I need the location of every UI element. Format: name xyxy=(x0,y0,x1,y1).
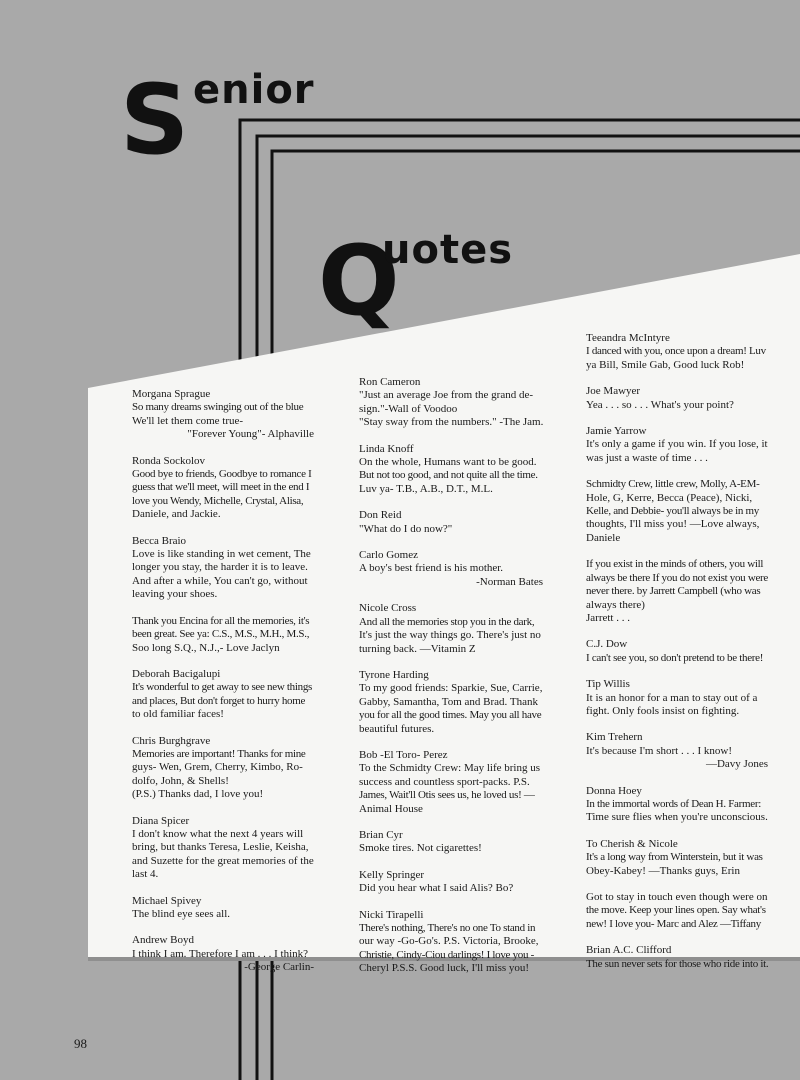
quote-line: On the whole, Humans want to be good. xyxy=(359,456,537,469)
quote-line: It's only a game if you win. If you lose, it xyxy=(586,438,768,451)
quote-line: And all the memories stop you in the dark, xyxy=(359,615,535,628)
quote-author: Deborah Bacigalupi xyxy=(132,667,221,680)
quote-line: thoughts, I'll miss you! —Love always, xyxy=(586,518,760,531)
quote-column-2 xyxy=(359,376,543,989)
quote-line: We'll let them come true- xyxy=(132,414,244,427)
quote-line: Gabby, Samantha, Tom and Brad. Thank xyxy=(359,695,538,708)
quote-line: turning back. —Vitamin Z xyxy=(359,642,476,655)
quote-entry xyxy=(586,385,768,412)
quote-line: bring, but thanks Teresa, Leslie, Keisha, xyxy=(132,841,309,854)
quote-line: you for all the good times. May you all have xyxy=(359,709,542,722)
quote-line: Daniele, and Jackie. xyxy=(132,508,221,521)
quote-line: I danced with you, once upon a dream! Luv xyxy=(586,345,766,358)
quote-line: never there. by Jarrett Campbell (who was xyxy=(586,585,761,598)
quote-line: If you exist in the minds of others, you will xyxy=(586,558,764,571)
quote-author: Donna Hoey xyxy=(586,784,642,797)
quote-author: Michael Spivey xyxy=(132,894,202,907)
quote-entry xyxy=(132,934,314,974)
quote-line: Thank you Encina for all the memories, it's xyxy=(132,614,310,627)
quote-line: The blind eye sees all. xyxy=(132,908,231,920)
quote-entry xyxy=(132,615,314,655)
quote-entry xyxy=(132,895,314,922)
quote-entry xyxy=(132,535,314,602)
quote-author: Andrew Boyd xyxy=(132,934,195,947)
quote-line: It's because I'm short . . . I know! xyxy=(586,744,733,757)
quote-line: always there) xyxy=(586,598,645,611)
quote-entry xyxy=(359,869,543,896)
quote-author: Bob -El Toro- Perez xyxy=(359,748,448,761)
title-word-uotes: uotes xyxy=(382,227,514,273)
quote-entry xyxy=(132,735,314,802)
quote-entry xyxy=(586,678,768,718)
quote-line: Yea . . . so . . . What's your point? xyxy=(586,398,734,411)
quote-entry xyxy=(132,455,314,522)
quote-entry xyxy=(586,558,768,625)
quote-author: Chris Burghgrave xyxy=(132,734,211,747)
quote-author: Ron Cameron xyxy=(359,376,421,388)
quote-line: I don't know what the next 4 years will xyxy=(132,827,304,840)
quote-line: last 4. xyxy=(132,868,159,881)
quote-entry xyxy=(359,549,543,589)
quote-author: Nicki Tirapelli xyxy=(359,908,424,921)
quote-line: Good bye to friends, Goodbye to romance I xyxy=(132,468,312,481)
page-number: 98 xyxy=(74,1036,87,1051)
quote-line: leaving your shoes. xyxy=(132,588,218,601)
quote-line: —Davy Jones xyxy=(705,758,768,771)
quote-author: Morgana Sprague xyxy=(132,388,211,400)
quote-column-3 xyxy=(586,332,768,984)
quote-line: beautiful futures. xyxy=(359,722,435,735)
quote-line: It is an honor for a man to stay out of a xyxy=(586,691,758,704)
quote-line: sign."-Wall of Voodoo xyxy=(359,402,458,415)
quote-line: Animal House xyxy=(359,802,423,815)
quote-author: Joe Mawyer xyxy=(586,385,641,398)
quote-entry xyxy=(359,669,543,736)
quote-author: Don Reid xyxy=(359,509,402,522)
quote-line: Jarrett . . . xyxy=(586,611,630,624)
quote-line: But not too good, and not quite all the time. xyxy=(359,469,538,482)
quote-author: Kim Trehern xyxy=(586,731,643,744)
quote-entry xyxy=(132,815,314,882)
quote-entry xyxy=(359,443,543,497)
quote-entry xyxy=(586,332,768,372)
quote-line: There's nothing, There's no one To stand in xyxy=(359,922,536,934)
quote-line: success and countless sport-packs. P.S. xyxy=(359,775,530,788)
quote-author: Tip Willis xyxy=(586,678,630,691)
quote-author: Brian Cyr xyxy=(359,828,403,841)
quote-entry xyxy=(586,731,768,771)
quote-author: Tyrone Harding xyxy=(359,668,429,681)
quote-line: always be there If you do not exist you were xyxy=(586,571,768,584)
quote-line: new! I love you- Marc and Alez —Tiffany xyxy=(586,917,761,930)
quote-author: Brian A.C. Clifford xyxy=(586,944,672,957)
quote-line: been great. See ya: C.S., M.S., M.H., M.S., xyxy=(132,628,310,641)
quote-line: and places, But don't forget to hurry home xyxy=(132,694,306,707)
quote-entry xyxy=(359,829,543,856)
quote-entry xyxy=(586,838,768,878)
quote-line: So many dreams swinging out of the blue xyxy=(132,401,304,414)
quote-entry xyxy=(586,638,768,665)
quote-line: (P.S.) Thanks dad, I love you! xyxy=(132,788,264,801)
quote-entry xyxy=(132,668,314,722)
quote-line: love you Wendy, Michelle, Crystal, Alisa, xyxy=(132,494,304,507)
quote-entry xyxy=(359,602,543,656)
quote-author: C.J. Dow xyxy=(586,638,628,651)
quote-column-1 xyxy=(132,388,314,988)
quote-line: It's wonderful to get away to see new things xyxy=(132,681,313,694)
quote-entry xyxy=(586,944,768,971)
quote-author: Linda Knoff xyxy=(359,442,414,455)
quote-line: To the Schmidty Crew: May life bring us xyxy=(359,762,541,775)
quote-line: Luv ya- T.B., A.B., D.T., M.L. xyxy=(359,482,493,495)
quote-line: Smoke tires. Not cigarettes! xyxy=(359,842,482,855)
quote-line: Kelle, and Debbie- you'll always be in my xyxy=(586,505,759,518)
quote-line: was just a waste of time . . . xyxy=(586,451,708,464)
quote-entry xyxy=(132,388,314,442)
quote-line: dolfo, John, & Shells! xyxy=(132,774,229,787)
quote-line: I think I am. Therefore I am . . . I think? xyxy=(132,947,309,960)
quote-entry xyxy=(359,749,543,816)
quote-line: The sun never sets for those who ride into it. xyxy=(586,957,769,970)
quote-author: Nicole Cross xyxy=(359,602,417,615)
quote-line: guess that we'll meet, will meet in the end I xyxy=(132,481,310,494)
quote-line: "Stay sway from the numbers." -The Jam. xyxy=(359,416,544,429)
quote-line: Schmidty Crew, little crew, Molly, A-EM- xyxy=(586,478,760,491)
quote-line: to old familiar faces! xyxy=(132,708,224,721)
quote-line: "Just an average Joe from the grand de- xyxy=(359,389,534,402)
title-word-enior: enior xyxy=(193,67,315,113)
quote-entry xyxy=(586,478,768,545)
quote-line: Cheryl P.S.S. Good luck, I'll miss you! xyxy=(359,962,530,975)
quote-entry xyxy=(586,891,768,931)
quote-author: Ronda Sockolov xyxy=(132,454,206,467)
quote-line: longer you stay, the harder it is to leave. xyxy=(132,561,308,574)
quote-entry xyxy=(359,909,543,976)
quote-line: I can't see you, so don't pretend to be there! xyxy=(586,651,764,664)
quote-line: Got to stay in touch even though were on xyxy=(586,891,768,903)
quote-line: Soo long S.Q., N.J.,- Love Jaclyn xyxy=(132,641,280,654)
quote-line: ya Bill, Smile Gab, Good luck Rob! xyxy=(586,358,745,371)
quote-line: It's a long way from Winterstein, but it was xyxy=(586,851,763,864)
quote-entry xyxy=(359,509,543,536)
quote-entry xyxy=(359,376,543,430)
quote-line: To my good friends: Sparkie, Sue, Carrie, xyxy=(359,682,543,695)
quote-author: Jamie Yarrow xyxy=(586,425,647,438)
quote-line: Time sure flies when you're unconscious. xyxy=(586,811,768,824)
quote-entry xyxy=(586,425,768,465)
quote-author: Carlo Gomez xyxy=(359,549,418,562)
quote-line: guys- Wen, Grem, Cherry, Kimbo, Ro- xyxy=(132,761,303,774)
quote-line: Memories are important! Thanks for mine xyxy=(132,747,306,760)
quote-line: the move. Keep your lines open. Say what's xyxy=(586,904,766,917)
quote-line: -George Carlin- xyxy=(244,961,314,974)
quote-author: Becca Braio xyxy=(132,534,187,547)
quote-line: Christie, Cindy-Ciou darlings! I love you - xyxy=(359,948,534,961)
quote-line: "What do I do now?" xyxy=(359,522,453,535)
quote-author: Kelly Springer xyxy=(359,868,425,881)
quote-line: our way -Go-Go's. P.S. Victoria, Brooke, xyxy=(359,935,539,948)
quote-line: fight. Only fools insist on fighting. xyxy=(586,704,740,717)
quote-line: It's just the way things go. There's just no xyxy=(359,629,541,642)
quote-line: -Norman Bates xyxy=(476,575,543,588)
title-initial-s: S xyxy=(120,64,190,176)
quote-entry xyxy=(586,785,768,825)
quote-line: and Suzette for the great memories of the xyxy=(132,854,314,867)
quote-line: In the immortal words of Dean H. Farmer: xyxy=(586,797,761,810)
quote-line: Daniele xyxy=(586,531,621,544)
quote-line: "Forever Young"- Alphaville xyxy=(187,428,314,441)
quote-line: Obey-Kabey! —Thanks guys, Erin xyxy=(586,864,740,877)
quote-line: A boy's best friend is his mother. xyxy=(359,562,504,575)
quote-line: Hole, G, Kerre, Becca (Peace), Nicki, xyxy=(586,491,753,504)
quote-line: Love is like standing in wet cement, The xyxy=(132,548,311,561)
quote-line: Did you hear what I said Alis? Bo? xyxy=(359,882,514,895)
title-initial-q: Q xyxy=(318,225,400,337)
quote-author: To Cherish & Nicole xyxy=(586,837,678,850)
quote-line: And after a while, You can't go, without xyxy=(132,574,308,587)
quote-author: Diana Spicer xyxy=(132,814,190,827)
quote-author: Teeandra McIntyre xyxy=(586,332,670,344)
quote-line: James, Wait'll Otis sees us, he loved us! — xyxy=(359,789,535,802)
